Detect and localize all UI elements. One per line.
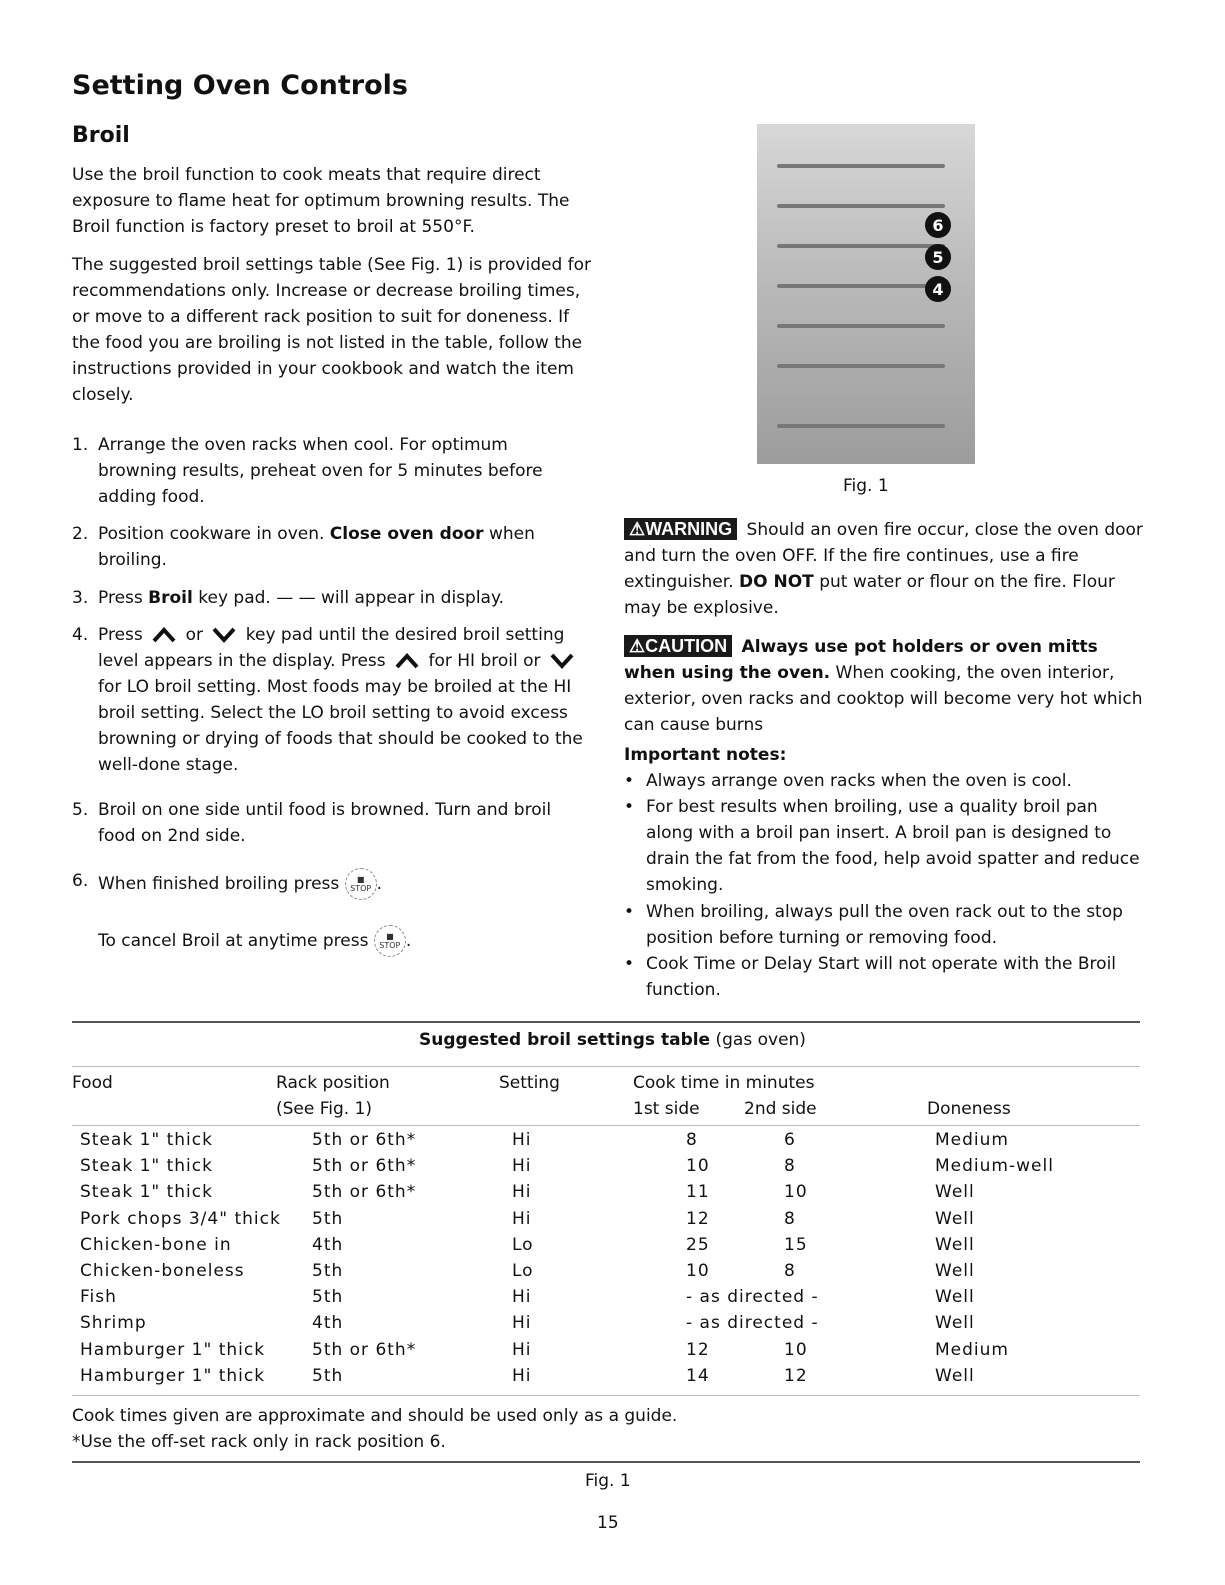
table-cell: Hi [512,1339,532,1360]
table-cell: Well [935,1234,975,1255]
table-cell: Chicken-boneless [80,1261,245,1281]
caution-note: ⚠CAUTION Always use pot holders or oven mitts when using the oven. When cooking, the oven interior, exterior, oven racks and cooktop will become very hot which can cause burns [624,636,1143,735]
step-6: 6. When finished broiling press ■ STOP . [72,868,592,900]
column-header-1st-side: 1st side [633,1099,700,1119]
table-top-rule [72,1021,1140,1023]
table-title: Suggested broil settings table (gas oven) [419,1030,806,1050]
table-cell: Medium-well [935,1156,1054,1177]
figure-caption: Fig. 1 [843,476,889,496]
table-cell: 5th or 6th* [312,1182,417,1203]
table-cell: Chicken-bone in [80,1234,232,1255]
table-cell: Well [935,1182,975,1203]
down-arrow-icon [550,653,574,669]
step-3: 3. Press Broil key pad. — — will appear in display. [72,588,505,608]
column-header-2nd-side: 2nd side [744,1099,817,1119]
table-cell: Lo [512,1261,534,1281]
intro-paragraph-1: Use the broil function to cook meats that require direct exposure to flame heat for optimum browning results. The Broil function is factory preset to broil at 550°F. [72,165,570,237]
step-1: 1. Arrange the oven racks when cool. For optimum browning results, preheat oven for 5 minutes before adding food. [72,435,543,507]
caution-badge: ⚠CAUTION [624,635,732,657]
page-title: Setting Oven Controls [72,70,408,101]
table-footnote: Cook times given are approximate and should be used only as a guide. [72,1406,678,1426]
table-cell: 5th [312,1365,344,1386]
table-cell: 15 [784,1234,808,1255]
list-item: • Always arrange oven racks when the oven is cool. [624,771,1072,791]
intro-paragraph-2: The suggested broil settings table (See Fig. 1) is provided for recommendations only. Increase or decrease broiling times, or move to a different rack position to suit for doneness. If the food you are broiling is not listed in the table, follow the instructions provided in your cookbook and watch the item closely. [72,255,592,405]
cancel-broil-note: To cancel Broil at anytime press ■ STOP . [72,925,592,957]
stop-key-icon: ■ STOP [345,868,377,900]
step-5: 5. Broil on one side until food is browned. Turn and broil food on 2nd side. [72,800,552,846]
table-cell: 10 [784,1339,808,1360]
important-notes-heading: Important notes: [624,745,787,765]
column-header-rack: Rack position [276,1073,390,1093]
table-divider [72,1395,1140,1396]
table-cell: Well [935,1313,975,1334]
table-cell: Steak 1" thick [80,1182,213,1203]
table-cell: Steak 1" thick [80,1156,213,1177]
table-divider [72,1066,1140,1067]
rack-position-marker: 5 [925,244,951,270]
section-heading-broil: Broil [72,123,130,148]
table-cell: 10 [686,1261,710,1281]
oven-rack-figure [757,124,975,464]
table-cell: 8 [686,1130,698,1150]
table-cell: Hi [512,1208,532,1229]
table-cell: Lo [512,1234,534,1255]
table-cell: - as directed - [686,1287,819,1308]
table-footnote: *Use the off-set rack only in rack position 6. [72,1432,446,1452]
table-cell: 5th or 6th* [312,1156,417,1177]
table-cell: Hamburger 1" thick [80,1365,266,1386]
table-bottom-rule [72,1461,1140,1463]
table-cell: 12 [784,1365,808,1386]
table-caption: Fig. 1 [585,1471,631,1491]
table-cell: 5th [312,1208,344,1229]
table-cell: Hamburger 1" thick [80,1339,266,1360]
rack-position-marker: 6 [925,212,951,238]
table-cell: Hi [512,1156,532,1177]
table-cell: Shrimp [80,1313,147,1334]
column-header-rack-sub: (See Fig. 1) [276,1099,373,1119]
table-cell: 10 [686,1156,710,1177]
table-cell: 5th [312,1261,344,1281]
table-cell: Medium [935,1130,1009,1150]
step-4: 4. Press or key pad until the desired broil setting level appears in the display. Press for HI broil or for LO broil setting. Most foods may be broiled at the HI broil setting. Select the LO broil setting to avoid excess browning or drying of foods that should be cooked to the well-done stage. [72,625,583,775]
list-item: • When broiling, always pull the oven rack out to the stop position before turning or removing food. [624,902,1123,948]
table-cell: Well [935,1365,975,1386]
table-cell: 4th [312,1313,344,1334]
table-cell: 12 [686,1208,710,1229]
list-item: • Cook Time or Delay Start will not operate with the Broil function. [624,954,1117,1000]
table-cell: 8 [784,1261,796,1281]
column-header-setting: Setting [499,1073,560,1093]
table-cell: Hi [512,1313,532,1334]
table-cell: 11 [686,1182,710,1203]
table-cell: 14 [686,1365,710,1386]
column-header-cook-time: Cook time in minutes [633,1073,815,1093]
table-cell: 25 [686,1234,710,1255]
table-cell: Medium [935,1339,1009,1360]
table-cell: Well [935,1261,975,1281]
table-cell: Well [935,1208,975,1229]
table-cell: Hi [512,1365,532,1386]
table-cell: Steak 1" thick [80,1130,213,1150]
page-number: 15 [597,1513,619,1533]
rack-position-marker: 4 [925,276,951,302]
table-cell: - as directed - [686,1313,819,1334]
table-cell: 10 [784,1182,808,1203]
table-cell: 8 [784,1208,796,1229]
table-cell: 5th [312,1287,344,1308]
table-cell: 8 [784,1156,796,1177]
table-divider [72,1125,1140,1126]
column-header-food: Food [72,1073,113,1093]
up-arrow-icon [152,627,176,643]
table-cell: 5th or 6th* [312,1339,417,1360]
column-header-doneness: Doneness [927,1099,1011,1119]
table-cell: 12 [686,1339,710,1360]
list-item: • For best results when broiling, use a quality broil pan along with a broil pan insert. A broil pan is designed to drain the fat from the food, help avoid spatter and reduce smoking. [624,797,1140,895]
table-cell: Hi [512,1182,532,1203]
warning-note: ⚠WARNING Should an oven fire occur, close the oven door and turn the oven OFF. If the fire continues, use a fire extinguisher. DO NOT put water or flour on the fire. Flour may be explosive. [624,519,1143,618]
table-cell: Well [935,1287,975,1308]
up-arrow-icon [395,653,419,669]
table-cell: 6 [784,1130,796,1150]
table-cell: Pork chops 3/4" thick [80,1208,281,1229]
table-cell: Hi [512,1287,532,1308]
table-cell: Fish [80,1287,117,1308]
table-cell: Hi [512,1130,532,1150]
step-2: 2. Position cookware in oven. Close oven door when broiling. [72,524,535,570]
down-arrow-icon [212,627,236,643]
table-cell: 4th [312,1234,344,1255]
stop-key-icon: ■ STOP [374,925,406,957]
table-cell: 5th or 6th* [312,1130,417,1150]
warning-badge: ⚠WARNING [624,518,737,540]
